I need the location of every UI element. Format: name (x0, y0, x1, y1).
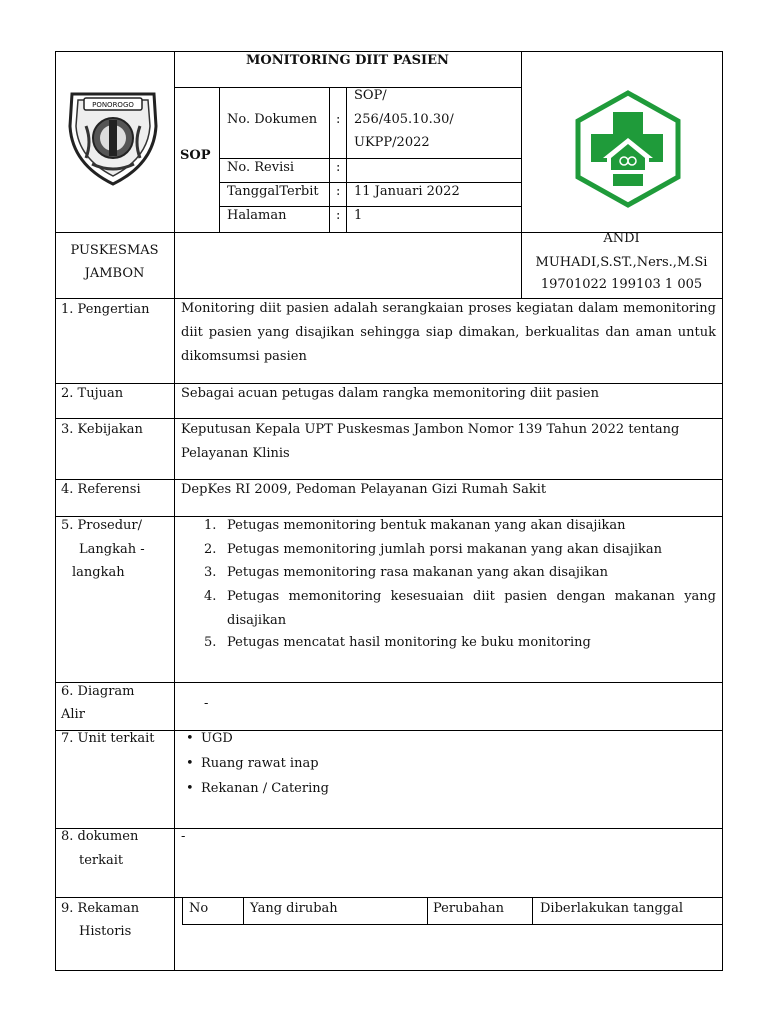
signatory-line1: ANDI (603, 231, 640, 246)
bullet-icon: • (186, 731, 194, 746)
step-text: Petugas memonitoring jumlah porsi makanan yang akan disajikan (227, 542, 662, 557)
column-header-yang-dirubah: Yang dirubah (250, 901, 338, 916)
section-label-prosedur-line1: 5. Prosedur/ (61, 518, 142, 533)
step-number: 4. (204, 589, 217, 604)
field-label-no-dokumen: No. Dokumen (227, 112, 318, 127)
section-text-dokumen: - (181, 829, 186, 844)
field-sep-halaman: : (336, 208, 341, 223)
section-text-tujuan: Sebagai acuan petugas dalam rangka memonitoring diit pasien (181, 386, 599, 401)
field-value-no-dokumen-line3: UKPP/2022 (354, 135, 430, 150)
unit-item: Ruang rawat inap (201, 756, 319, 771)
section-label-diagram-line2: Alir (61, 707, 85, 722)
section-label-dokumen-line1: 8. dokumen (61, 829, 139, 844)
section-label-referensi: 4. Referensi (61, 482, 141, 497)
section-label-kebijakan: 3. Kebijakan (61, 422, 143, 437)
step-number: 2. (204, 542, 217, 557)
section-label-prosedur-line2: Langkah - (79, 542, 145, 557)
signatory-line3: 19701022 199103 1 005 (540, 277, 703, 292)
section-label-pengertian: 1. Pengertian (61, 302, 150, 317)
step-text: Petugas memonitoring rasa makanan yang akan disajikan (227, 565, 609, 580)
section-label-diagram-line1: 6. Diagram (61, 684, 135, 699)
field-value-tanggal-terbit: 11 Januari 2022 (354, 184, 460, 199)
field-sep-no-dokumen: : (336, 112, 341, 127)
step-number: 1. (204, 518, 217, 533)
logo-text: PONOROGO (92, 101, 134, 109)
section-label-rekaman-line2: Historis (79, 924, 132, 939)
step-text: Petugas mencatat hasil monitoring ke buku monitoring (227, 635, 591, 650)
puskesmas-logo (573, 90, 683, 208)
bullet-icon: • (186, 781, 194, 796)
bullet-icon: • (186, 756, 194, 771)
section-label-unit: 7. Unit terkait (61, 731, 155, 746)
field-value-no-dokumen-line2: 256/405.10.30/ (354, 112, 454, 127)
section-text-diagram: - (204, 696, 209, 711)
ponorogo-emblem-logo (62, 86, 164, 188)
step-text: Petugas memonitoring bentuk makanan yang akan disajikan (227, 518, 626, 533)
step-number: 5. (204, 635, 217, 650)
column-header-no: No (189, 901, 209, 916)
field-sep-no-revisi: : (336, 160, 341, 175)
sop-label: SOP (180, 148, 211, 163)
step-text: Petugas memonitoring kesesuaian diit pasien dengan makanan yang disajikan (227, 589, 716, 628)
field-value-no-dokumen-line1: SOP/ (354, 88, 387, 103)
column-header-diberlakukan: Diberlakukan tanggal (540, 901, 683, 916)
section-text-kebijakan: Keputusan Kepala UPT Puskesmas Jambon Nomor 139 Tahun 2022 tentang Pelayanan Klinis (181, 422, 680, 461)
column-header-perubahan: Perubahan (433, 901, 505, 916)
section-label-rekaman-line1: 9. Rekaman (61, 901, 140, 916)
document-title: MONITORING DIIT PASIEN (246, 53, 449, 68)
signatory-line2: MUHADI,S.ST.,Ners.,M.Si (535, 255, 708, 270)
section-label-prosedur-line3: langkah (72, 565, 125, 580)
section-label-tujuan: 2. Tujuan (61, 386, 124, 401)
org-name-line2: JAMBON (84, 266, 145, 281)
field-label-tanggal-terbit: TanggalTerbit (227, 184, 319, 199)
unit-item: Rekanan / Catering (201, 781, 329, 796)
field-label-no-revisi: No. Revisi (227, 160, 295, 175)
section-text-referensi: DepKes RI 2009, Pedoman Pelayanan Gizi Rumah Sakit (181, 482, 547, 497)
field-label-halaman: Halaman (227, 208, 287, 223)
section-label-dokumen-line2: terkait (79, 853, 124, 868)
field-value-halaman: 1 (354, 208, 363, 223)
unit-item: UGD (201, 731, 233, 746)
step-number: 3. (204, 565, 217, 580)
field-sep-tanggal-terbit: : (336, 184, 341, 199)
org-name-line1: PUSKESMAS (70, 243, 159, 258)
section-text-pengertian: Monitoring diit pasien adalah serangkaian proses kegiatan dalam memonitoring diit pasien yang disajikan sehingga siap dimakan, berkualitas dan aman untuk dikomsumsi pasien (181, 301, 716, 364)
